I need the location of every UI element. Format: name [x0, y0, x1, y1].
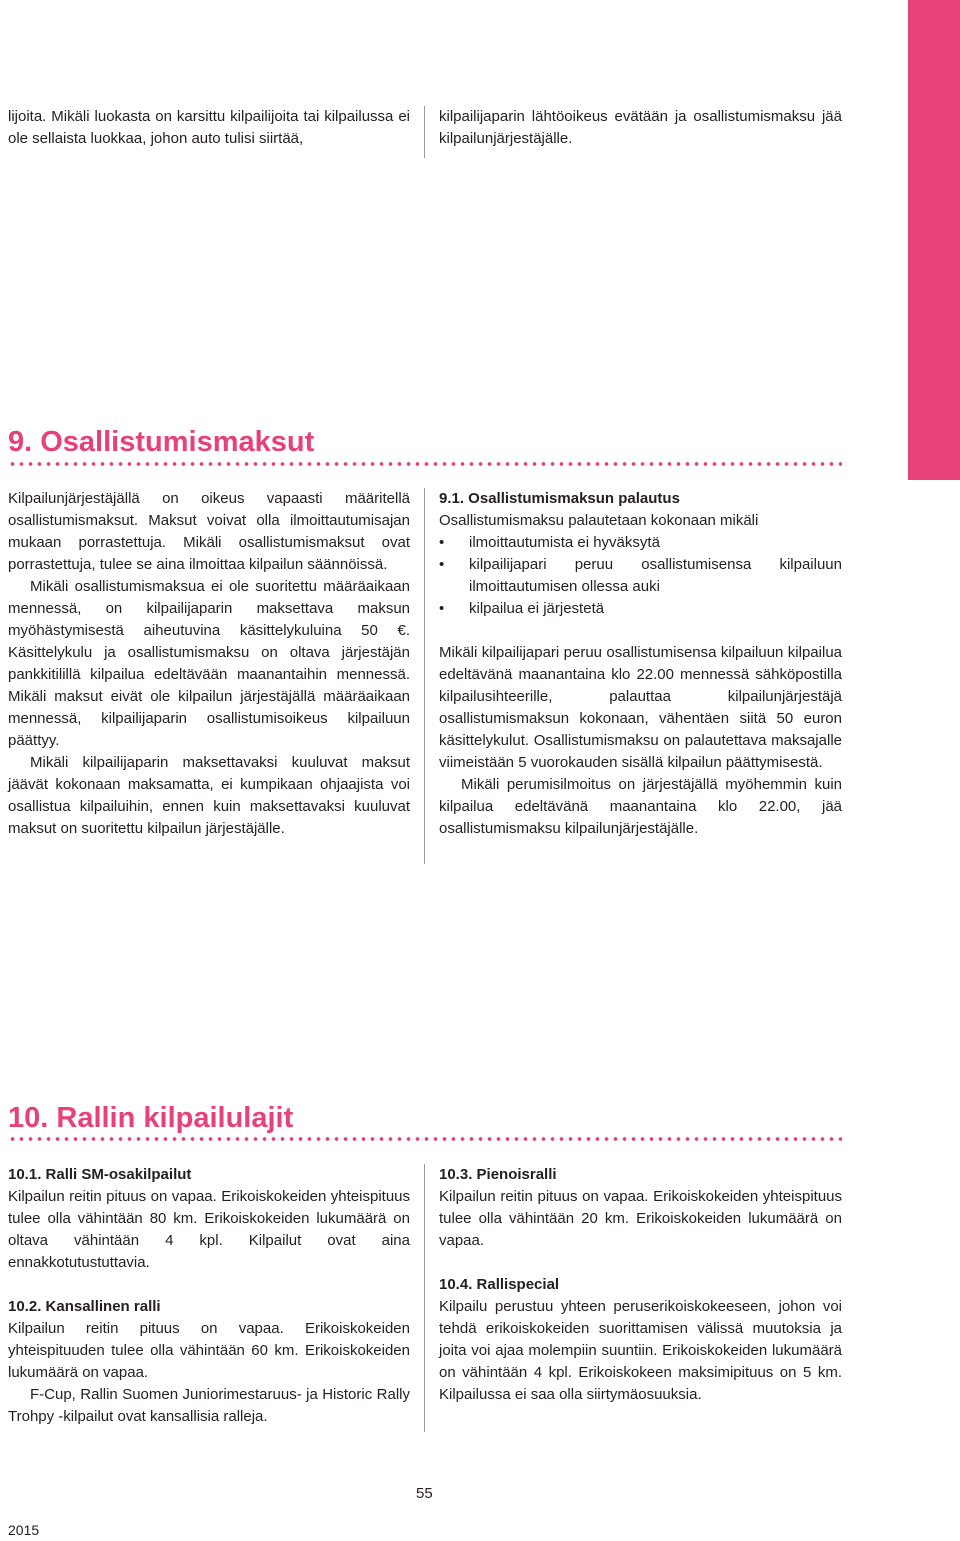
subsection-10-1-title: 10.1. Ralli SM-osakilpailut	[8, 1166, 192, 1183]
spacer	[8, 1274, 410, 1296]
section-10-left-column	[8, 1164, 410, 1428]
section-10-heading: 10. Rallin kilpailulajit	[8, 1102, 294, 1134]
page-edge-tab	[908, 0, 960, 480]
refund-conditions-list	[439, 532, 842, 620]
list-item: • kilpailijapari peruu osallistumisensa kilpailuun ilmoittautumisen ollessa auki	[439, 554, 842, 598]
subsection-10-2-title: 10.2. Kansallinen ralli	[8, 1298, 161, 1315]
section-9-right-column	[439, 488, 842, 840]
subsection-9-1-intro: Osallistumismaksu palautetaan kokonaan mikäli	[439, 512, 759, 529]
section-9-paragraph-2: Mikäli osallistumismaksua ei ole suoritettu määräaikaan mennessä, on kilpailijaparin maksettava maksun myöhästymisestä aiheutuvina käsittelykuluina 50 €. Käsittelykulu ja osallistumismaksu on oltava järjestäjän pankkitilillä kilpailua edeltävään maanantaihin mennessä. Mikäli maksut eivät ole kilpailun järjestäjällä määräaikaan mennessä, kilpailijaparin osallistumisoikeus kilpailuun päättyy.	[8, 578, 410, 749]
spacer	[439, 1252, 842, 1274]
subsection-10-4-text: Kilpailu perustuu yhteen peruserikoiskokeeseen, johon voi tehdä erikoiskokeiden suorittamisen välissä muutoksia ja joita voi ajaa molempiin suuntiin. Erikoiskokeiden lukumäärä on vähintään 4 kpl. Erikoiskokeen maksimipituus on 5 km. Kilpailussa ei saa olla siirtymäosuuksia.	[439, 1298, 842, 1403]
section-9-left-column	[8, 488, 410, 840]
subsection-10-2-text: Kilpailun reitin pituus on vapaa. Erikoiskokeiden yhteispituuden tulee olla vähintään 60 km. Erikoiskokeiden lukumäärä on vapaa.	[8, 1320, 410, 1381]
subsection-10-3-title: 10.3. Pienoisralli	[439, 1166, 557, 1183]
column-divider-section-10	[424, 1164, 425, 1432]
subsection-10-1-text: Kilpailun reitin pituus on vapaa. Erikoiskokeiden yhteispituus tulee olla vähintään 80 km. Erikoiskokeiden lukumäärä on oltava vähintään 4 kpl. Kilpailut ovat aina ennakkotutustuttavia.	[8, 1188, 410, 1271]
section-9-paragraph-1: Kilpailunjärjestäjällä on oikeus vapaasti määritellä osallistumismaksut. Maksut voivat olla ilmoittautumisajan mukaan porrastettuja. Mikäli osallistumismaksut ovat porrastettuja, tulee se aina ilmoittaa kilpailun säännöissä.	[8, 490, 410, 573]
subsection-9-1-paragraph-1: Mikäli kilpailijapari peruu osallistumisensa kilpailuun kilpailua edeltävänä maanantaina klo 22.00 mennessä sähköpostilla kilpailusihteerille, palauttaa kilpailunjärjestäjä osallistumismaksun kokonaan, vähentäen siitä 50 euron käsittelykulut. Osallistumismaksu on palautettava maksajalle viimeistään 5 vuorokauden sisällä kilpailun päättymisestä.	[439, 644, 842, 771]
section-9-paragraph-3: Mikäli kilpailijaparin maksettavaksi kuuluvat maksut jäävät kokonaan maksamatta, ei kumpikaan ohjaajista voi osallistua kilpailuihin, ennen kuin maksettavaksi kuuluvat maksut on suoritettu kilpailun järjestäjälle.	[8, 754, 410, 837]
list-item: • ilmoittautumista ei hyväksytä	[439, 532, 842, 554]
subsection-10-4-title: 10.4. Rallispecial	[439, 1276, 560, 1293]
subsection-10-3-text: Kilpailun reitin pituus on vapaa. Erikoiskokeiden yhteispituus tulee olla vähintään 20 km. Erikoiskokeiden lukumäärä on vapaa.	[439, 1188, 842, 1249]
page-number: 55	[416, 1485, 433, 1502]
top-left-column	[8, 106, 410, 150]
spacer	[439, 620, 842, 642]
top-right-text: kilpailijaparin lähtöoikeus evätään ja osallistumismaksu jää kilpailunjärjestäjälle.	[439, 108, 842, 147]
section-10-right-column	[439, 1164, 842, 1406]
column-divider-top	[424, 106, 425, 158]
section-9-dotted-rule	[8, 461, 842, 467]
list-item: • kilpailua ei järjestetä	[439, 598, 842, 620]
section-9-heading: 9. Osallistumismaksut	[8, 426, 315, 458]
footer-year: 2015	[8, 1522, 40, 1538]
top-left-text: lijoita. Mikäli luokasta on karsittu kilpailijoita tai kilpailussa ei ole sellaista luokkaa, johon auto tulisi siirtää,	[8, 108, 410, 147]
subsection-10-2-text-2: F-Cup, Rallin Suomen Juniorimestaruus- ja Historic Rally Trohpy -kilpailut ovat kansallisia ralleja.	[8, 1386, 410, 1425]
subsection-9-1-paragraph-2: Mikäli perumisilmoitus on järjestäjällä myöhemmin kuin kilpailua edeltävänä maanantaina klo 22.00, jää osallistumismaksu kilpailunjärjestäjälle.	[439, 776, 842, 837]
section-10-dotted-rule	[8, 1136, 842, 1142]
subsection-9-1-title: 9.1. Osallistumismaksun palautus	[439, 490, 680, 507]
column-divider-section-9	[424, 488, 425, 864]
top-right-column	[439, 106, 842, 150]
